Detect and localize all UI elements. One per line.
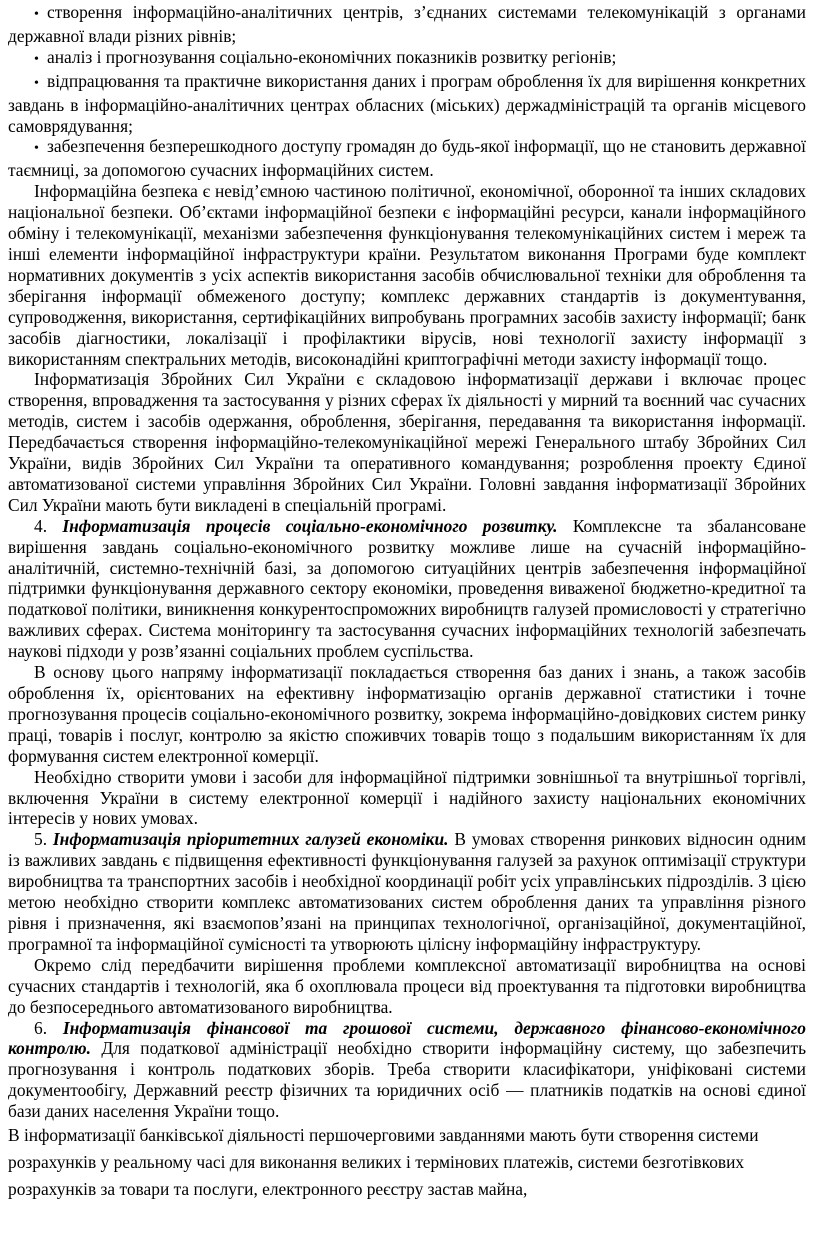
list-item-text: створення інформаційно-аналітичних центрів, з’єднаних системами телекомунікацій з органами державної влади різних рівнів; [8,2,806,46]
section-heading: Інформатизація фінансової та грошової системи, державного фінансово-економічного контролю. [8,1017,806,1059]
paragraph-automation: Окремо слід передбачити вирішення проблеми комплексної автоматизації виробництва на основі сучасних стандартів і технологій, яка б охоплювала процеси від проектування та підготовки виробництва до безпосереднього автоматизованого виробництва. [8,954,806,1017]
paragraph-armed-forces: Інформатизація Збройних Сил України є складовою інформатизації держави і включає процес створення, впровадження та застосування у різних сферах їх діяльності у мирний та воєнний час сучасних методів, систем і засобів одержання, оброблення, зберігання, передавання та використання інформації. Передбачається створення інформаційно-телекомунікаційної мережі Генерального штабу Збройних Сил України, видів Збройних Сил України та оперативного командування; розроблення проекту Єдиної автоматизованої системи управління Збройних Сил України. Головні завдання інформатизації Збройних Сил України мають бути викладені в спеціальній програмі. [8,369,806,515]
paragraph-information-security: Інформаційна безпека є невід’ємною частиною політичної, економічної, оборонної та інших складових національної безпеки. Об’єктами інформаційної безпеки є інформаційні ресурси, канали інформаційного обміну і телекомунікації, механізми забезпечення функціонування телекомунікаційних систем і мереж та інші елементи інформаційної інфраструктури країни. Результатом виконання Програми буде комплект нормативних документів з усіх аспектів використання засобів обчислювальної техніки для оброблення та зберігання інформації обмеженого доступу; комплекс державних стандартів із документування, супроводження, використання, сертифікаційних випробувань програмних засобів захисту інформації; банк засобів діагностики, локалізації і профілактики вірусів, нові технології захисту інформації з використанням спектральних методів, високонадійні криптографічні методи захисту інформації тощо. [8,181,806,369]
section-heading: Інформатизація процесів соціально-економічного розвитку. [62,515,558,536]
list-item-text: аналіз і прогнозування соціально-економічних показників розвитку регіонів; [47,46,617,67]
list-item [8,136,806,181]
section-body: Комплексне та збалансоване вирішення завдань соціально-економічного розвитку можливе лише на сучасній інформаційно-аналітичній, системно-технічній базі, за допомогою ситуаційних центрів забезпечення інформаційної підтримки функціонування державного сектору економіки, проведення виваженої бюджетно-кредитної та податкової політики, виникнення конкурентоспроможних виробництв галузей промисловості у стратегічно важливих сферах. Система моніторингу та застосування сучасних інформаційних технологій забезпечать наукові підходи у розв’язанні соціальних проблем суспільства. [8,515,806,662]
paragraph-databases: В основу цього напряму інформатизації покладається створення баз даних і знань, а також засобів оброблення їх, орієнтованих на ефективну інформатизацію органів державної статистики і точне прогнозування процесів соціально-економічного розвитку, зокрема інформаційно-довідкових систем ринку праці, товарів і послуг, контролю за якістю споживчих товарів тощо з подальшим використанням їх для формування систем електронної комерції. [8,662,806,766]
paragraph-trade: Необхідно створити умови і засоби для інформаційної підтримки зовнішньої та внутрішньої торгівлі, включення України в систему електронної комерції і надійного захисту національних економічних інтересів у нових умовах. [8,766,806,829]
bullet-icon: • [34,75,39,91]
list-item-text: забезпечення безперешкодного доступу громадян до будь-якої інформації, що не становить державної таємниці, за допомогою сучасних інформаційних систем. [8,136,806,181]
list-item-text: відпрацювання та практичне використання даних і програм оброблення їх для вирішення конкретних завдань в інформаційно-аналітичних центрах обласних (міських) держадміністрацій та органів місцевого самоврядування; [8,70,806,136]
section-4 [8,516,806,662]
section-5 [8,829,806,954]
list-item [8,2,806,47]
section-number: 6. [34,1017,48,1038]
bullet-icon: • [34,141,39,157]
bullet-icon: • [34,51,39,67]
list-item [8,71,806,137]
section-heading: Інформатизація пріоритетних галузей економіки. [52,829,449,850]
bullet-icon: • [34,7,39,22]
section-6 [8,1018,806,1123]
section-body: В умовах створення ринкових відносин одним із важливих завдань є підвищення ефективності функціонування галузей за рахунок оптимізації структури виробництва та транспортних засобів і необхідної координації робіт усіх управлінських підрозділів. З цією метою необхідно створити комплекс автоматизованих систем оброблення даних та управління різного рівня і призначення, які взаємопов’язані на принципах технологічної, організаційної, документаційної, програмної та інформаційної сумісності та утворюють цілісну інформаційну інфраструктуру. [8,829,806,954]
section-body: Для податкової адміністрації необхідно створити інформаційну систему, що забезпечить прогнозування і контроль податкових зборів. Треба створити класифікатори, уніфіковані системи документообігу, Державний реєстр фізичних та юридичних осіб — платників податків на основі єдиної бази даних населення України тощо. [8,1038,806,1122]
section-number: 4. [34,515,48,536]
section-number: 5. [34,829,48,850]
paragraph-banking: В інформатизації банківської діяльності першочерговими завданнями мають бути створення системи розрахунків у реальному часі для виконання великих і термінових платежів, системи безготівкових розрахунків за товари та послуги, електронного реєстру застав майна, [8,1125,759,1200]
list-item [8,47,806,71]
